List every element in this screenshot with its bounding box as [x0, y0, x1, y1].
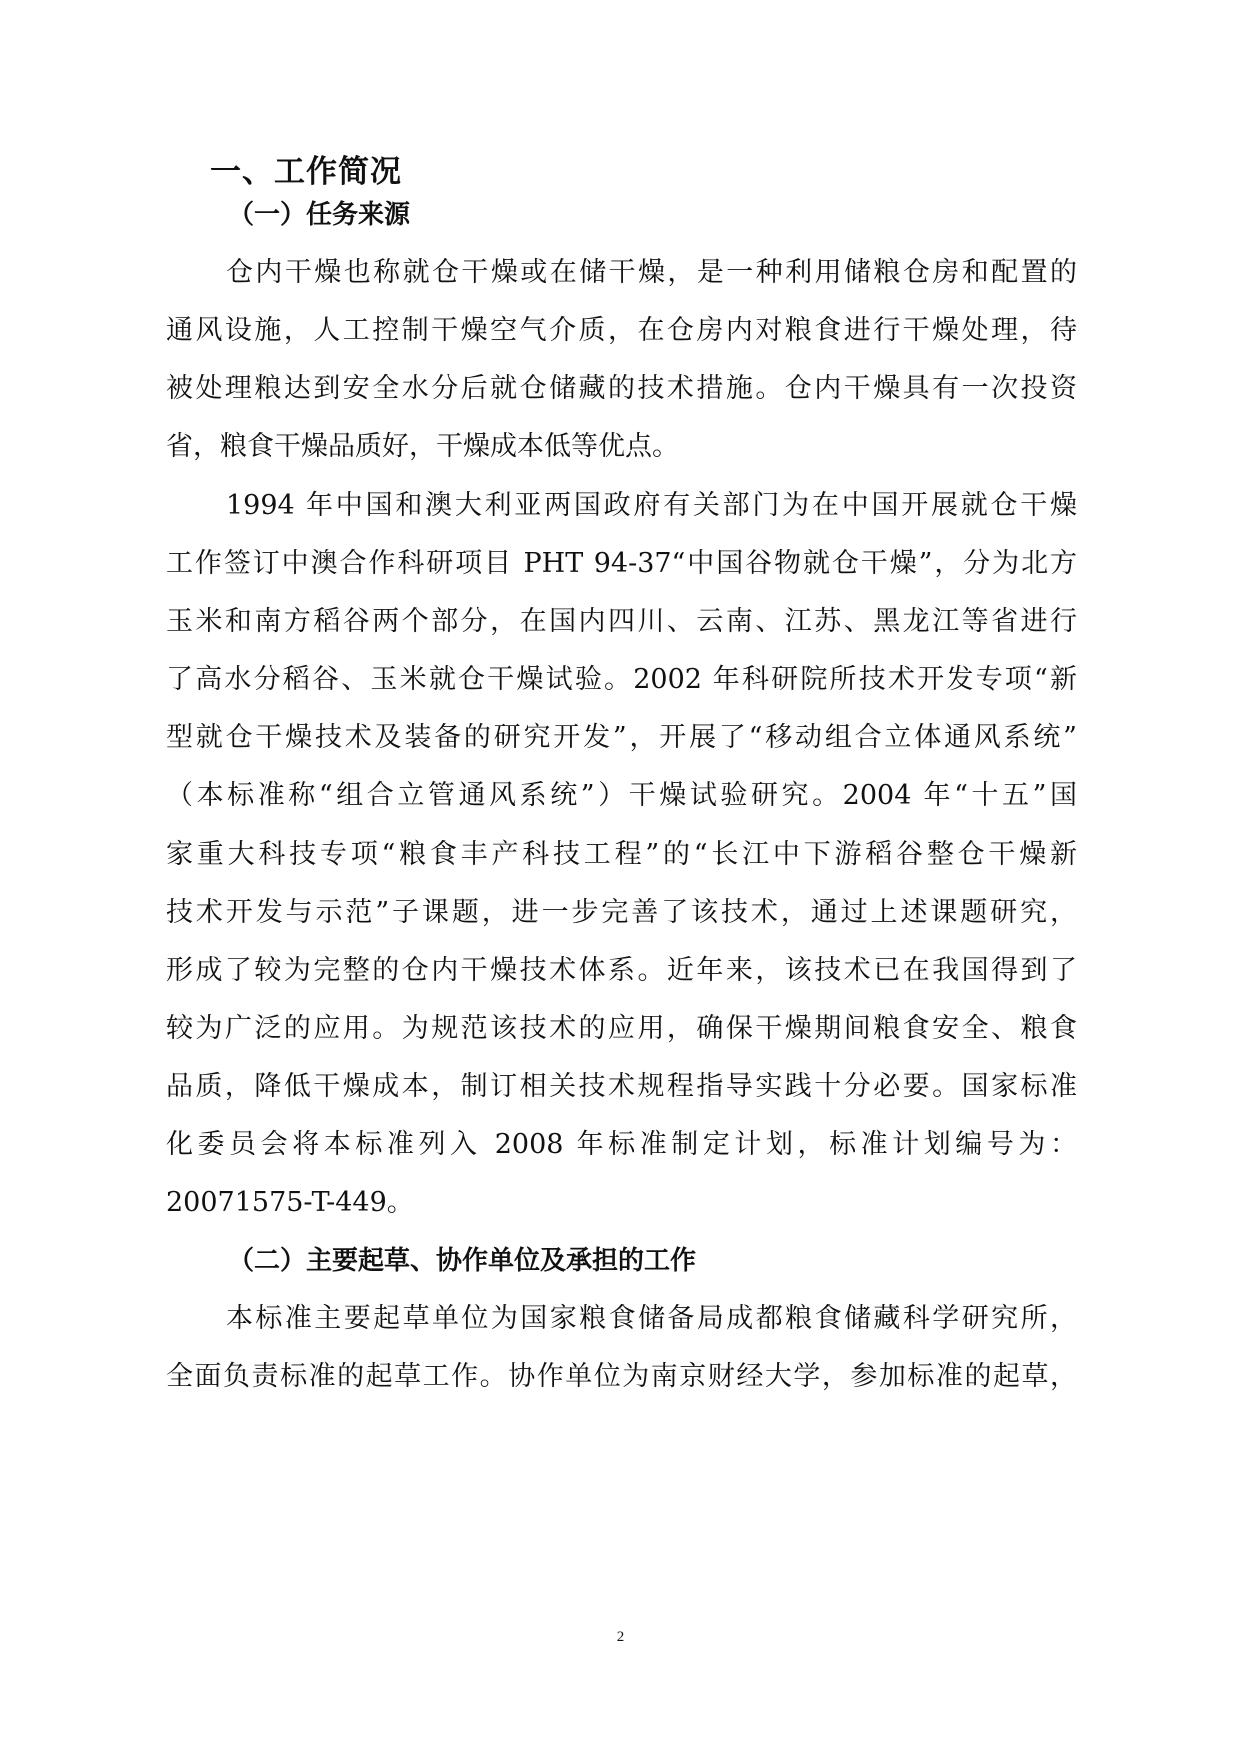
paragraph-line: 玉米和南方稻谷两个部分，在国内四川、云南、江苏、黑龙江等省进行 — [166, 606, 1077, 637]
paragraph-line: 本标准主要起草单位为国家粮食储备局成都粮食储藏科学研究所， — [226, 1303, 1077, 1334]
section-heading: 一、工作简况 — [210, 154, 402, 190]
paragraph-line: 通风设施，人工控制干燥空气介质，在仓房内对粮食进行干燥处理，待 — [166, 315, 1077, 346]
paragraph-line: 全面负责标准的起草工作。协作单位为南京财经大学，参加标准的起草， — [166, 1361, 1077, 1392]
paragraph-line: 较为广泛的应用。为规范该技术的应用，确保干燥期间粮食安全、粮食 — [166, 1013, 1077, 1044]
paragraph-line: （本标准称“组合立管通风系统”）干燥试验研究。2004 年“十五”国 — [166, 780, 1077, 811]
paragraph-line: 仓内干燥也称就仓干燥或在储干燥，是一种利用储粮仓房和配置的 — [226, 257, 1077, 288]
paragraph-line: 1994 年中国和澳大利亚两国政府有关部门为在中国开展就仓干燥 — [226, 490, 1077, 521]
paragraph-line: 形成了较为完整的仓内干燥技术体系。近年来，该技术已在我国得到了 — [166, 955, 1077, 986]
paragraph-line: 家重大科技专项“粮食丰产科技工程”的“长江中下游稻谷整仓干燥新 — [166, 839, 1077, 870]
paragraph-line: 工作签订中澳合作科研项目 PHT 94-37“中国谷物就仓干燥”，分为北方 — [166, 548, 1077, 579]
paragraph-line: 型就仓干燥技术及装备的研究开发”，开展了“移动组合立体通风系统” — [166, 722, 1077, 753]
paragraph-line: 技术开发与示范”子课题，进一步完善了该技术，通过上述课题研究， — [166, 897, 1077, 928]
paragraph-line: 了高水分稻谷、玉米就仓干燥试验。2002 年科研院所技术开发专项“新 — [166, 664, 1077, 695]
paragraph-line: 化委员会将本标准列入 2008 年标准制定计划，标准计划编号为： — [166, 1129, 1077, 1160]
paragraph-line: 省，粮食干燥品质好，干燥成本低等优点。 — [166, 431, 679, 462]
subsection-heading-task-source: （一）任务来源 — [228, 200, 411, 230]
page-number: 2 — [616, 1629, 625, 1645]
subsection-heading-drafting-units: （二）主要起草、协作单位及承担的工作 — [228, 1246, 697, 1276]
paragraph-line: 被处理粮达到安全水分后就仓储藏的技术措施。仓内干燥具有一次投资 — [166, 373, 1077, 404]
paragraph-line: 品质，降低干燥成本，制订相关技术规程指导实践十分必要。国家标准 — [166, 1071, 1077, 1102]
paragraph-line: 20071575-T-449。 — [166, 1187, 414, 1218]
